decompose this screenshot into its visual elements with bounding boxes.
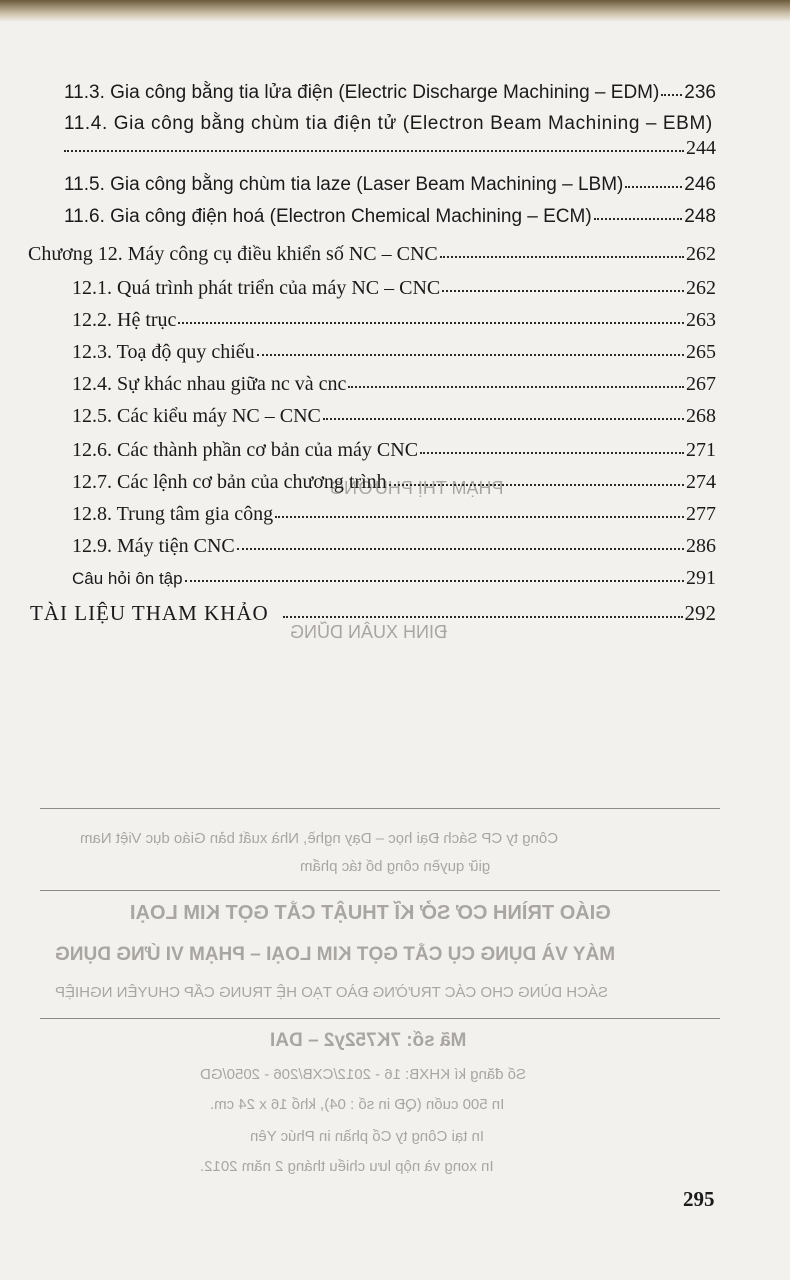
toc-entry-page: 291 xyxy=(686,567,716,589)
leader-dots xyxy=(283,598,683,618)
show-through-name-2: ĐINH XUÂN DŨNG xyxy=(290,622,448,642)
toc-entry-review xyxy=(72,564,716,591)
page-number: 295 xyxy=(683,1187,715,1211)
toc-entry-page: 263 xyxy=(686,309,716,331)
toc-entry-page: 292 xyxy=(684,601,716,625)
toc-entry-title: 12.4. Sự khác nhau giữa nc và cnc xyxy=(72,373,347,395)
toc-entry-page: 277 xyxy=(686,503,716,525)
show-through-line-4: MÁY VÀ DỤNG CỤ CẮT GỌT KIM LOẠI – PHẠM VI ỨNG DỤNG xyxy=(55,944,616,965)
toc-entry-page: 236 xyxy=(684,82,716,103)
leader-dots xyxy=(275,498,684,518)
toc-entry-page: 286 xyxy=(686,535,716,557)
show-through-line-8: In 500 cuốn (QĐ in số : 04), khổ 16 x 24 cm. xyxy=(210,1096,505,1113)
toc-chapter-12 xyxy=(28,240,716,266)
show-through-line-6: Mã số: 7K752y2 – DAI xyxy=(270,1030,467,1051)
toc-entry-12-8 xyxy=(72,500,716,526)
toc-entry-page: 244 xyxy=(686,137,716,159)
toc-entry-12-7 xyxy=(72,468,716,494)
toc-entry-page: 271 xyxy=(686,439,716,461)
toc-entry-title: Chương 12. Máy công cụ điều khiển số NC – CNC xyxy=(28,243,438,265)
toc-entry-title: 12.5. Các kiểu máy NC – CNC xyxy=(72,405,321,427)
leader-dots xyxy=(625,168,682,188)
toc-entry-page: 246 xyxy=(684,174,716,195)
leader-dots xyxy=(237,530,684,550)
toc-entry-title: Câu hỏi ôn tập xyxy=(72,569,183,588)
toc-entry-title: 12.9. Máy tiện CNC xyxy=(72,535,235,557)
show-through-line-3: GIÁO TRÌNH CƠ SỞ KĨ THUẬT CẮT GỌT KIM LOẠI xyxy=(130,902,611,924)
toc-entry-12-6 xyxy=(72,436,716,462)
toc-entry-title: 12.2. Hệ trục xyxy=(72,309,177,331)
leader-dots xyxy=(348,368,684,388)
toc-entry-title: 11.5. Gia công bằng chùm tia laze (Laser Beam Machining – LBM) xyxy=(64,174,624,195)
show-through-rule-2 xyxy=(40,890,720,891)
show-through-rule-3 xyxy=(40,1018,720,1019)
toc-entry-title: 12.8. Trung tâm gia công xyxy=(72,503,274,525)
toc-entry-title: 11.6. Gia công điện hoá (Electron Chemical Machining – ECM) xyxy=(64,206,592,227)
toc-entry-11-3 xyxy=(64,78,716,105)
toc-entry-page: 267 xyxy=(686,373,716,395)
leader-dots xyxy=(594,200,683,220)
toc-entry-12-4 xyxy=(72,370,716,396)
show-through-line-10: In xong và nộp lưu chiểu tháng 2 năm 2012. xyxy=(200,1158,494,1175)
leader-dots xyxy=(442,272,684,292)
toc-entry-11-4-cont xyxy=(64,134,716,160)
leader-dots xyxy=(420,434,684,454)
show-through-line-7: Số đăng kí KHXB: 16 - 2012/CXB/206 - 2050/GD xyxy=(200,1066,527,1083)
toc-entry-12-1 xyxy=(72,274,716,300)
toc-entry-title: 11.3. Gia công bằng tia lửa điện (Electric Discharge Machining – EDM) xyxy=(64,82,660,103)
show-through-rule-1 xyxy=(40,808,720,809)
leader-dots xyxy=(257,336,684,356)
toc-entry-title: 12.6. Các thành phần cơ bản của máy CNC xyxy=(72,439,419,461)
toc-entry-11-5 xyxy=(64,170,716,197)
toc-entry-12-2 xyxy=(72,306,716,332)
leader-dots xyxy=(185,562,684,582)
leader-dots xyxy=(323,400,684,420)
toc-entry-title: 12.1. Quá trình phát triển của máy NC – CNC xyxy=(72,277,441,299)
toc-entry-page: 262 xyxy=(686,243,716,265)
toc-entry-page: 274 xyxy=(686,471,716,493)
toc-entry-page: 268 xyxy=(686,405,716,427)
toc-entry-12-3 xyxy=(72,338,716,364)
page-edge-shadow xyxy=(0,0,790,22)
toc-references xyxy=(30,600,716,625)
toc-entry-page: 265 xyxy=(686,341,716,363)
leader-dots xyxy=(178,304,684,324)
show-through-name-1: PHẠM THỊ PHƯƠNG xyxy=(330,478,504,498)
show-through-line-5: SÁCH DÙNG CHO CÁC TRƯỜNG ĐÀO TẠO HỆ TRUNG CẤP CHUYÊN NGHIỆP xyxy=(55,984,608,1001)
toc-entry-page: 248 xyxy=(684,206,716,227)
toc-entry-11-6 xyxy=(64,202,716,229)
toc-entry-12-9 xyxy=(72,532,716,558)
show-through-line-2: giữ quyền công bố tác phẩm xyxy=(300,858,491,875)
toc-entry-page: 262 xyxy=(686,277,716,299)
leader-dots xyxy=(440,238,684,258)
leader-dots xyxy=(64,132,684,152)
show-through-line-9: In tại Công ty Cổ phần in Phúc Yên xyxy=(250,1128,485,1145)
leader-dots xyxy=(661,76,682,96)
show-through-line-1: Công ty CP Sách Đại học – Dạy nghề, Nhà xuất bản Giáo dục Việt Nam xyxy=(80,830,559,847)
toc-entry-title: TÀI LIỆU THAM KHẢO xyxy=(30,601,269,625)
toc-entry-12-5 xyxy=(72,402,716,428)
leader-dots xyxy=(389,466,684,486)
toc-entry-title: 12.3. Toạ độ quy chiếu xyxy=(72,341,255,363)
toc-entry-title: 11.4. Gia công bằng chùm tia điện tử (Electron Beam Machining – EBM) xyxy=(64,113,713,134)
toc-entry-title: 12.7. Các lệnh cơ bản của chương trình xyxy=(72,471,387,493)
